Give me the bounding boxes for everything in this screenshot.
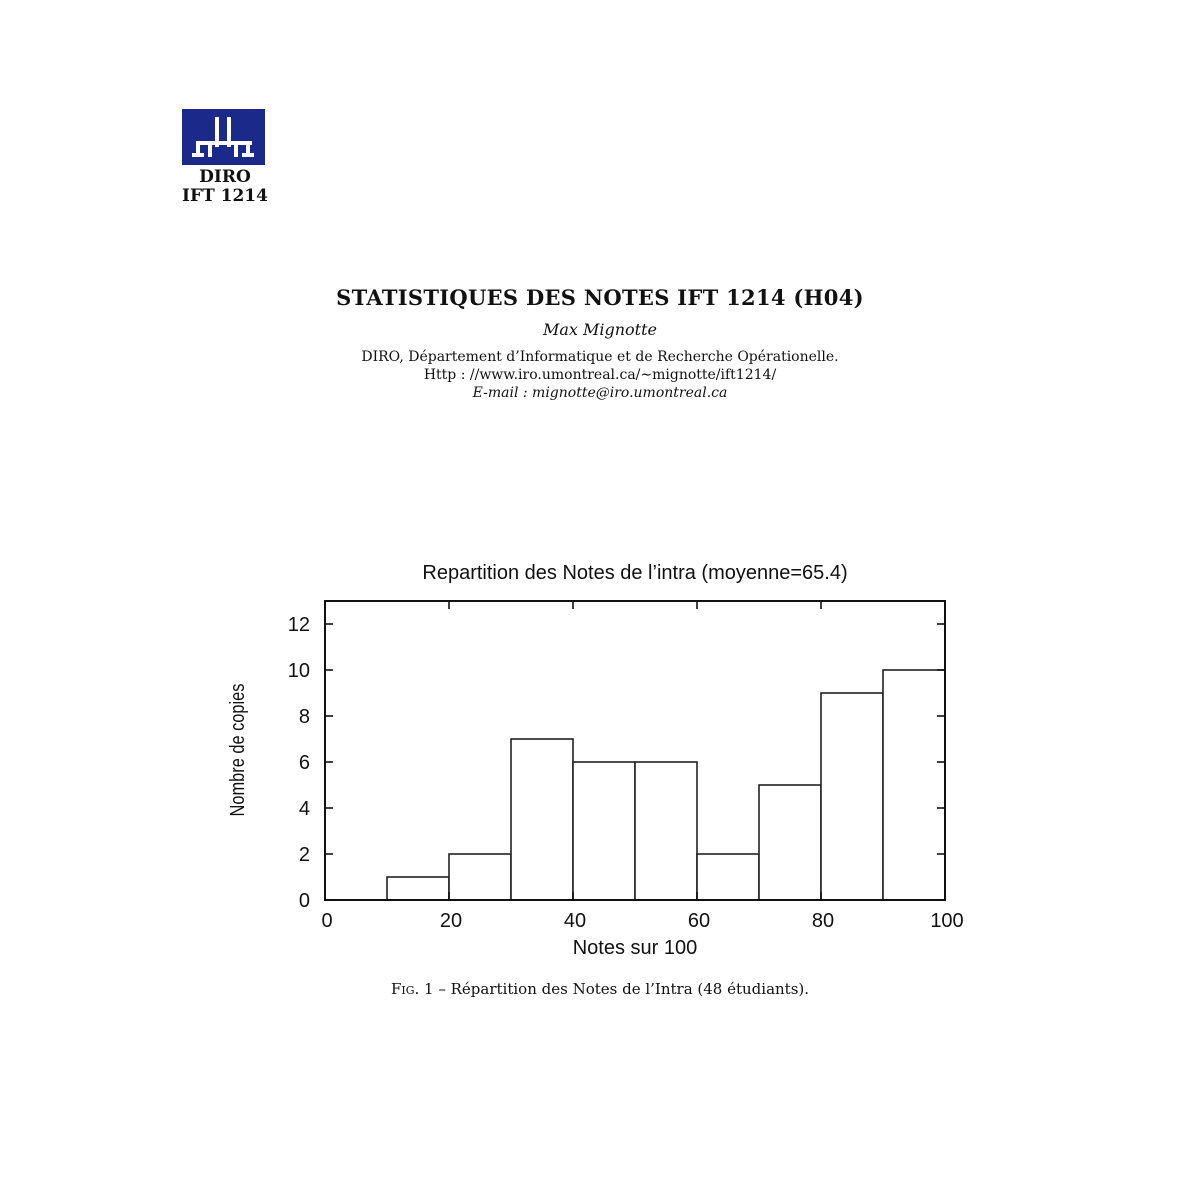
y-tick-label: 6 [298, 752, 310, 774]
histogram-bar [449, 854, 511, 900]
y-tick-label: 10 [287, 660, 310, 682]
paper-header [0, 285, 1200, 402]
chart-title: Repartition des Notes de l’intra (moyenne=65.4) [422, 562, 848, 584]
histogram-svg [200, 550, 1000, 970]
y-axis-label: Nombre de copies [225, 683, 249, 817]
x-tick-label: 100 [930, 910, 964, 932]
histogram-bar [573, 762, 635, 900]
figure-caption [0, 980, 1200, 998]
x-tick-label: 60 [687, 910, 711, 932]
histogram-bar [821, 693, 883, 900]
histogram-bar [697, 854, 759, 900]
y-tick-label: 0 [298, 890, 310, 912]
paper-author: Max Mignotte [542, 320, 658, 339]
homepage-url[interactable]: Http : //www.iro.umontreal.ca/∼mignotte/ift1214/ [423, 367, 777, 383]
logo-line2: IFT 1214 [182, 186, 268, 206]
affiliation-line: DIRO, Département d’Informatique et de Recherche Opérationelle. [361, 349, 839, 365]
x-tick-label: 80 [811, 910, 835, 932]
contact-email[interactable]: E-mail : mignotte@iro.umontreal.ca [472, 385, 728, 401]
figure-caption-text: – Répartition des Notes de l’Intra (48 étudiants). [433, 980, 810, 998]
x-axis-label: Notes sur 100 [572, 937, 698, 959]
y-tick-label: 4 [298, 798, 310, 820]
y-tick-label: 8 [298, 706, 310, 728]
diro-logo-icon [182, 109, 265, 165]
logo-caption [160, 168, 290, 206]
y-tick-label: 12 [287, 614, 310, 636]
histogram-chart [200, 550, 1000, 970]
histogram-bar [759, 785, 821, 900]
figure-label: Fig. 1 [390, 980, 434, 998]
diro-logo [182, 109, 265, 165]
histogram-bar [387, 877, 449, 900]
histogram-bar [635, 762, 697, 900]
histogram-bar [883, 670, 945, 900]
paper-title: STATISTIQUES DES NOTES IFT 1214 (H04) [336, 285, 864, 310]
logo-line1: DIRO [199, 167, 251, 187]
x-tick-label: 20 [439, 910, 463, 932]
affiliation [0, 348, 1200, 402]
histogram-bar [511, 739, 573, 900]
x-tick-label: 0 [321, 910, 333, 932]
x-tick-label: 40 [563, 910, 587, 932]
y-tick-label: 2 [298, 844, 310, 866]
